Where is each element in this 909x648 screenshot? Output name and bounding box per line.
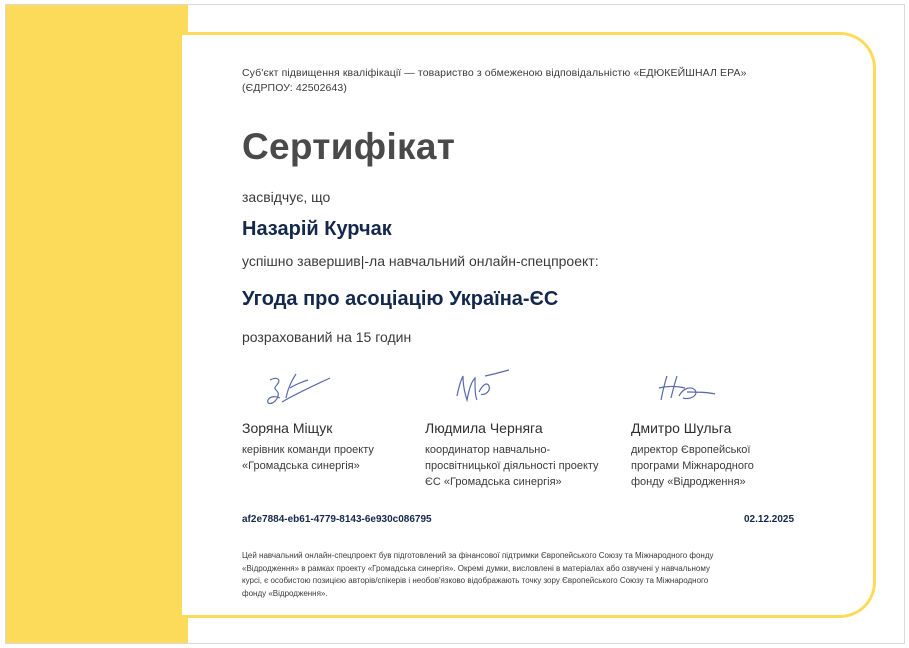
disclaimer-line: «Відродження» в рамках проекту «Громадська синергія». Окремі думки, висловлені в матеріалах або озвучені у навчальному	[242, 563, 710, 573]
signer-role-line: програми Міжнародного	[631, 460, 754, 472]
signer-block	[425, 366, 625, 490]
completion-text: успішно завершив|-ла навчальний онлайн-спецпроект:	[242, 253, 599, 269]
recipient-name: Назарій Курчак	[242, 218, 392, 240]
yellow-side-band	[6, 5, 188, 643]
signer-role	[631, 442, 811, 490]
issuer-edrpou: (ЄДРПОУ: 42502643)	[242, 82, 347, 94]
issuer-line: Суб'єкт підвищення кваліфікації — товариство з обмеженою відповідальністю «ЕДЮКЕЙШНАЛ ЕРА»	[242, 67, 747, 79]
signature-image	[425, 366, 535, 414]
signer-role-line: просвітницької діяльності проекту	[425, 460, 599, 472]
signer-role	[242, 442, 442, 474]
disclaimer-line: фонду «Відродження».	[242, 588, 328, 598]
disclaimer-text	[242, 550, 812, 600]
signer-role	[425, 442, 625, 490]
course-title: Угода про асоціацію Україна-ЄС	[242, 288, 559, 310]
course-duration: розрахований на 15 годин	[242, 329, 412, 345]
signer-role-line: директор Європейської	[631, 444, 751, 456]
disclaimer-line: курсі, є особистою позицією авторів/спікерів і необов'язково відображають точку зору Європейського Союзу та Міжнародного	[242, 576, 709, 585]
certificate-title: Сертифікат	[242, 126, 456, 167]
certificate-date: 02.12.2025	[744, 514, 795, 525]
signer-role-line: керівник команди проекту	[242, 444, 374, 456]
signature-image	[631, 366, 741, 414]
signer-block	[242, 366, 442, 474]
signer-role-line: фонду «Відродження»	[631, 476, 746, 488]
signer-name: Людмила Черняга	[425, 420, 543, 436]
signer-block	[631, 366, 811, 490]
signature-image	[242, 366, 352, 414]
certificate-id: af2e7884-eb61-4779-8143-6e930c086795	[242, 514, 432, 525]
signer-name: Дмитро Шульга	[631, 420, 732, 436]
yellow-border-frame	[182, 32, 876, 618]
issuer-info	[242, 66, 802, 96]
signer-role-line: координатор навчально-	[425, 444, 551, 456]
signer-name: Зоряна Міщук	[242, 420, 333, 436]
signer-role-line: «Громадська синергія»	[242, 460, 360, 472]
disclaimer-line: Цей навчальний онлайн-спецпроект був підготовлений за фінансової підтримки Європейського Союзу та Міжнародного фонду	[242, 551, 714, 560]
signer-role-line: ЄС «Громадська синергія»	[425, 476, 562, 488]
certifies-text: засвідчує, що	[242, 189, 331, 205]
